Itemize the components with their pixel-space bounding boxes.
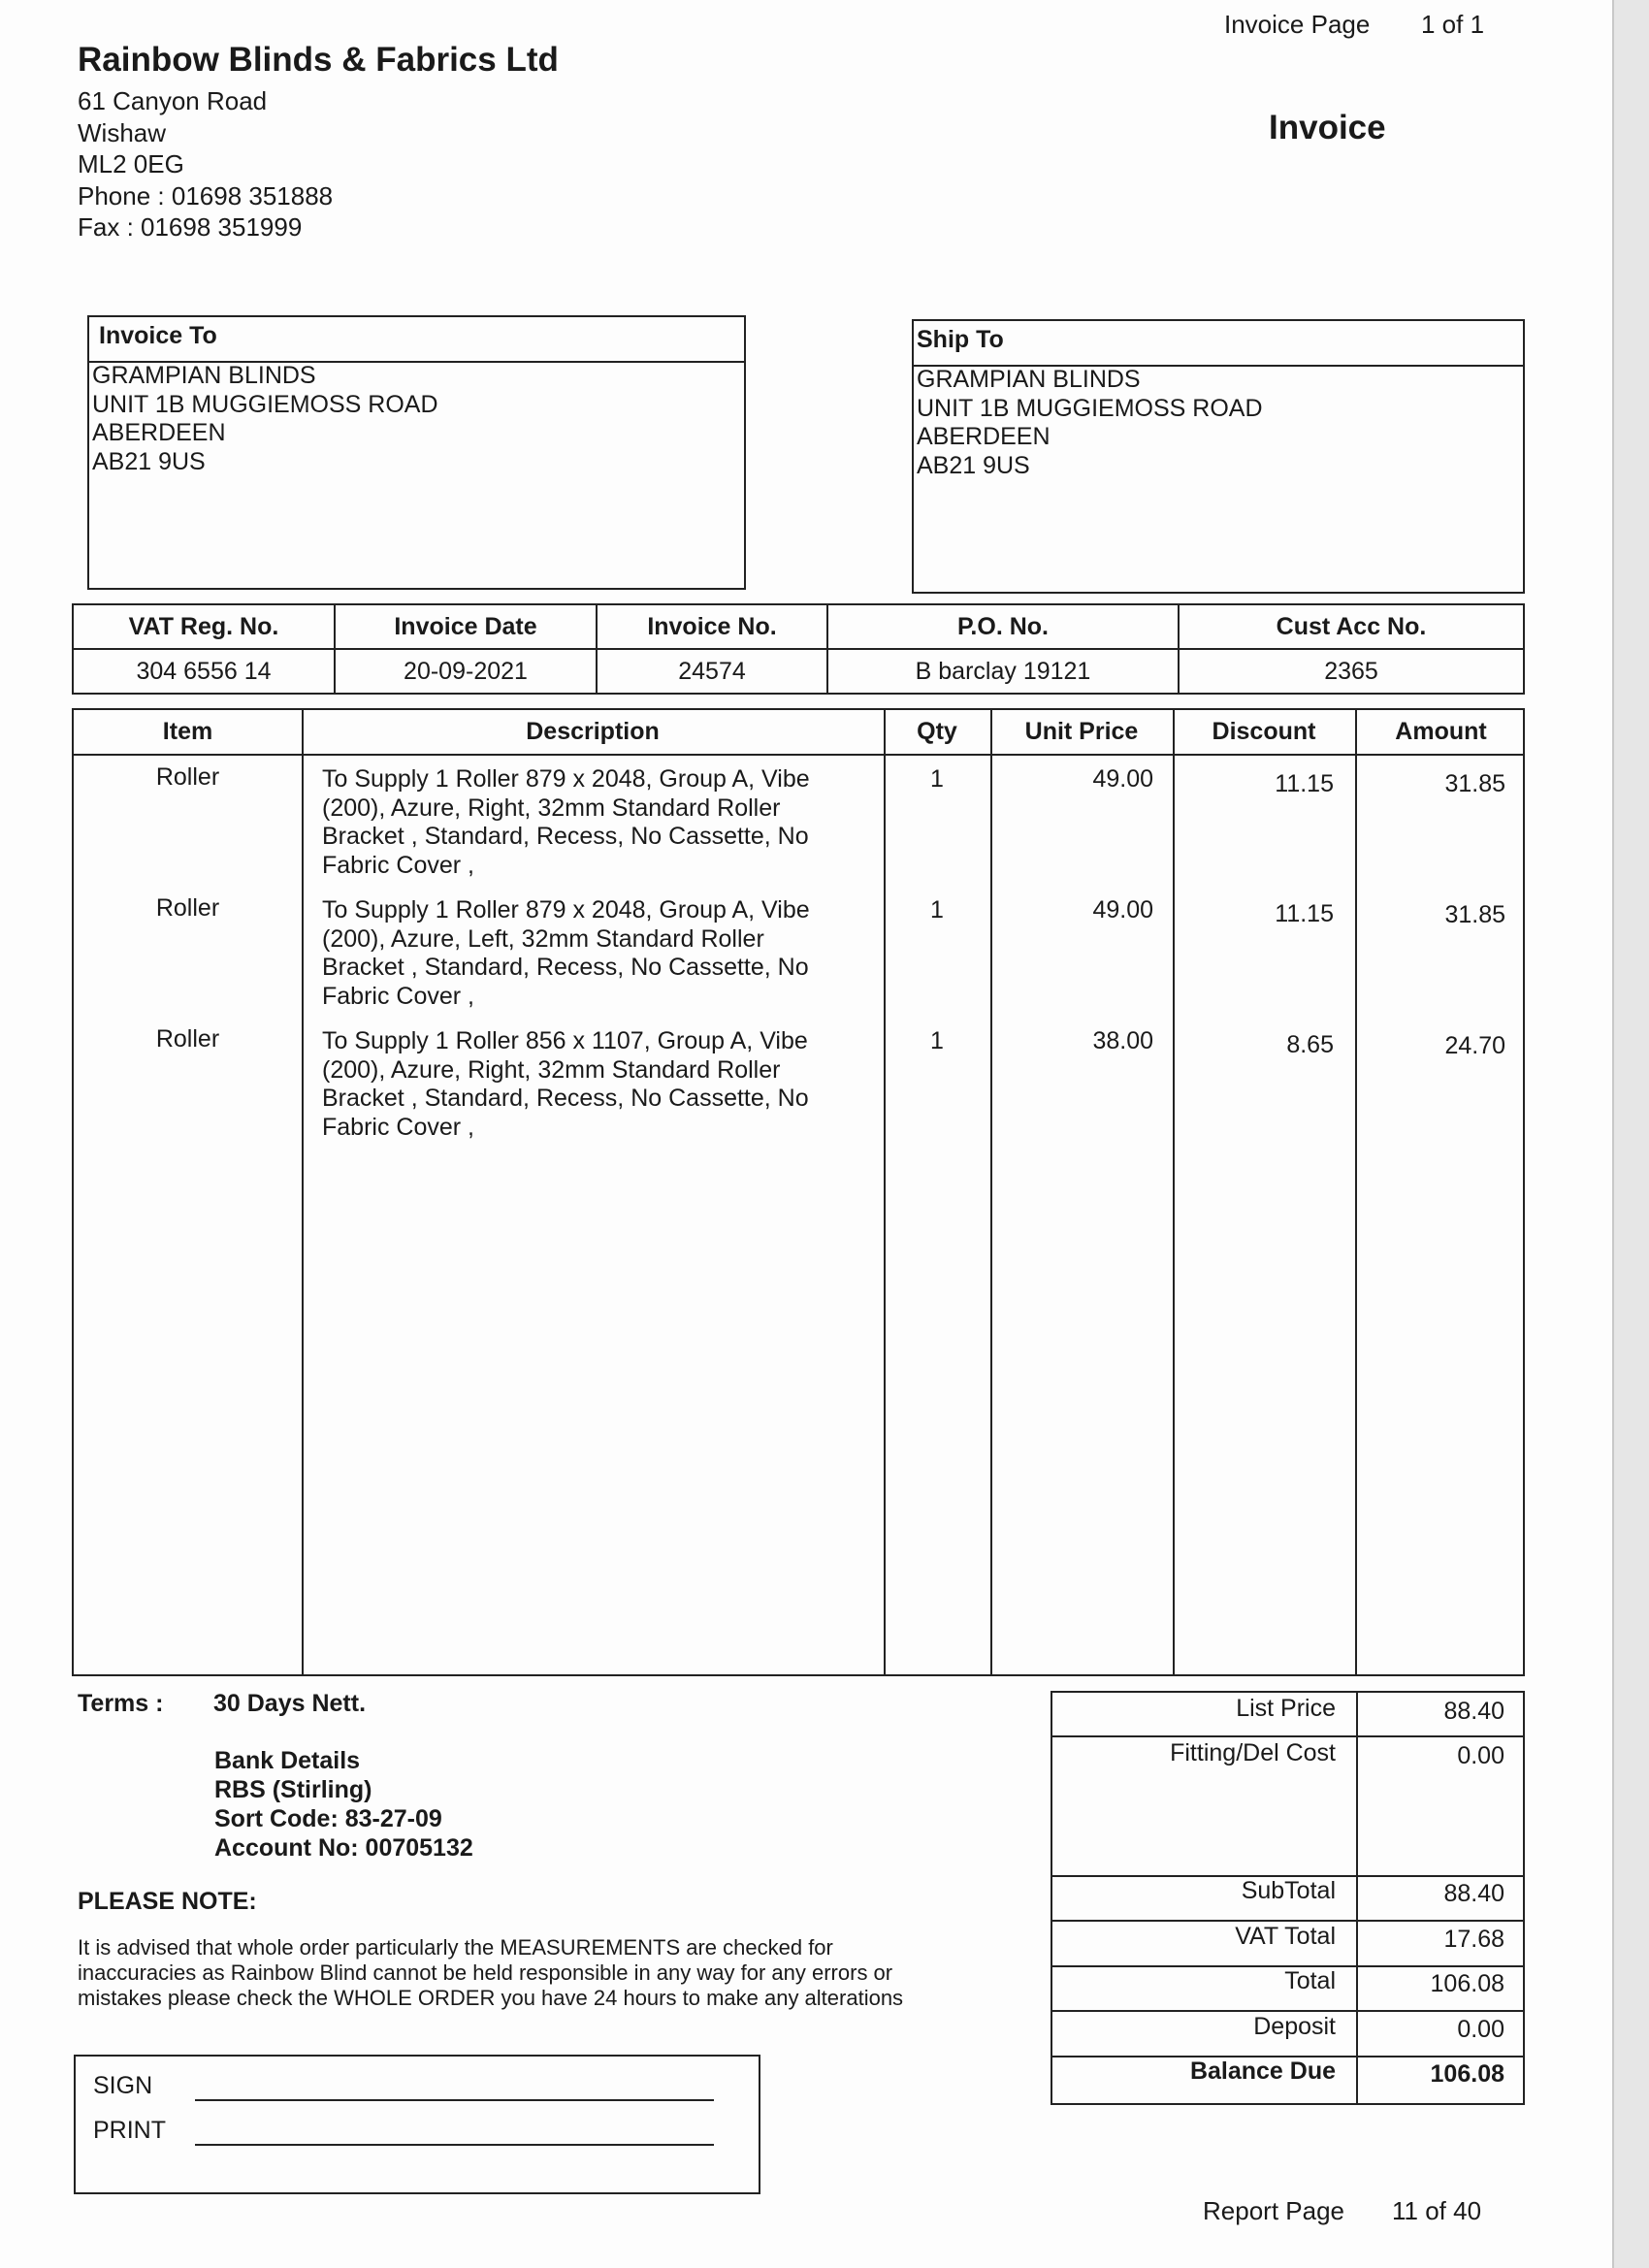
description-line: (200), Azure, Right, 32mm Standard Roller: [322, 1055, 781, 1084]
sign-line[interactable]: [195, 2099, 714, 2101]
table-row-discount: 8.65: [1286, 1031, 1334, 1058]
unit-price-header: Unit Price: [1024, 718, 1139, 745]
table-row-description: [322, 765, 810, 880]
report-page-value: 11 of 40: [1392, 2196, 1482, 2225]
subtotal-label: SubTotal: [1241, 1877, 1336, 1904]
ship-to-address: [917, 366, 1263, 480]
fax-line: Fax : 01698 351999: [78, 212, 303, 242]
table-row-amount: 31.85: [1444, 770, 1505, 797]
note-line: inaccuracies as Rainbow Blind cannot be held responsible in any way for any errors or: [78, 1960, 893, 1985]
address-line: AB21 9US: [92, 447, 206, 475]
bank-details: [214, 1746, 473, 1863]
address-line: UNIT 1B MUGGIEMOSS ROAD: [917, 394, 1263, 422]
address-line: ABERDEEN: [917, 423, 1051, 450]
table-row-qty: 1: [930, 765, 944, 793]
balance-due-value: 106.08: [1430, 2060, 1504, 2088]
po-no-value: B barclay 19121: [827, 649, 1179, 694]
description-line: Bracket , Standard, Recess, No Cassette, No: [322, 954, 809, 981]
please-note-heading: PLEASE NOTE:: [78, 1888, 257, 1915]
table-row-description: [322, 896, 810, 1011]
totals-row-line: [1052, 1735, 1523, 1737]
vat-total-value: 17.68: [1443, 1926, 1504, 1953]
address-line: 61 Canyon Road: [78, 86, 268, 115]
invoice-no-header: Invoice No.: [597, 604, 827, 649]
invoice-page-label: Invoice Page: [1224, 10, 1371, 39]
header-divider: [74, 754, 1523, 756]
address-line: Wishaw: [78, 117, 167, 147]
description-header: Description: [526, 718, 660, 745]
invoice-info-table: [72, 603, 1525, 695]
table-row-description: [322, 1027, 809, 1142]
fitting-cost-value: 0.00: [1457, 1742, 1504, 1769]
signature-box: [74, 2055, 760, 2194]
sort-code: Sort Code: 83-27-09: [214, 1805, 442, 1832]
description-line: Bracket , Standard, Recess, No Cassette, No: [322, 1085, 809, 1112]
company-name: Rainbow Blinds & Fabrics Ltd: [78, 41, 559, 79]
totals-row-line: [1052, 2010, 1523, 2012]
description-line: (200), Azure, Left, 32mm Standard Roller: [322, 924, 764, 953]
subtotal-value: 88.40: [1443, 1880, 1504, 1907]
note-line: It is advised that whole order particularly the MEASUREMENTS are checked for: [78, 1935, 833, 1960]
list-price-value: 88.40: [1443, 1698, 1504, 1725]
amount-header: Amount: [1395, 718, 1487, 745]
table-row-item: Roller: [155, 894, 220, 922]
bank-details-heading: Bank Details: [214, 1747, 361, 1774]
table-row-unit-price: 38.00: [1092, 1027, 1153, 1054]
table-row-unit-price: 49.00: [1092, 765, 1153, 793]
invoice-to-label: Invoice To: [99, 322, 217, 349]
print-line[interactable]: [195, 2144, 714, 2146]
invoice-to-box: [87, 315, 746, 590]
totals-row-line: [1052, 1920, 1523, 1922]
sign-label: SIGN: [93, 2072, 153, 2099]
total-value: 106.08: [1430, 1970, 1504, 1997]
list-price-label: List Price: [1236, 1695, 1336, 1722]
invoice-date-value: 20-09-2021: [335, 649, 597, 694]
account-no: Account No: 00705132: [214, 1834, 473, 1862]
invoice-page-value: 1 of 1: [1421, 10, 1485, 39]
totals-box: [1051, 1691, 1525, 2105]
table-row-unit-price: 49.00: [1092, 896, 1153, 923]
invoice-date-header: Invoice Date: [335, 604, 597, 649]
report-page-label: Report Page: [1203, 2196, 1344, 2225]
description-line: Bracket , Standard, Recess, No Cassette, No: [322, 823, 809, 850]
po-no-header: P.O. No.: [827, 604, 1179, 649]
table-row-amount: 31.85: [1444, 901, 1505, 928]
address-line: GRAMPIAN BLINDS: [917, 366, 1141, 393]
company-address: [78, 85, 333, 243]
address-line: ML2 0EG: [78, 149, 184, 178]
deposit-value: 0.00: [1457, 2016, 1504, 2043]
address-line: ABERDEEN: [92, 419, 226, 446]
column-divider: [302, 710, 304, 1674]
phone-line: Phone : 01698 351888: [78, 180, 334, 211]
ship-to-box: [912, 319, 1525, 594]
balance-due-label: Balance Due: [1189, 2057, 1336, 2085]
discount-header: Discount: [1212, 718, 1316, 745]
terms-value: 30 Days Nett.: [213, 1690, 367, 1717]
note-line: mistakes please check the WHOLE ORDER you have 24 hours to make any alterations: [78, 1986, 904, 2010]
description-line: (200), Azure, Right, 32mm Standard Roller: [322, 794, 781, 822]
address-line: GRAMPIAN BLINDS: [92, 362, 316, 389]
item-header: Item: [162, 718, 213, 745]
invoice-no-value: 24574: [597, 649, 827, 694]
table-row-item: Roller: [155, 763, 220, 791]
address-line: UNIT 1B MUGGIEMOSS ROAD: [92, 390, 438, 418]
table-row-item: Roller: [155, 1025, 220, 1053]
table-row-qty: 1: [930, 896, 944, 923]
address-line: AB21 9US: [917, 451, 1030, 479]
column-divider: [1173, 710, 1175, 1674]
ship-to-label: Ship To: [917, 326, 1004, 353]
items-table: [72, 708, 1525, 1676]
vat-reg-value: 304 6556 14: [73, 649, 335, 694]
description-line: To Supply 1 Roller 879 x 2048, Group A, Vibe: [322, 896, 810, 923]
table-row-qty: 1: [930, 1027, 944, 1054]
description-line: Fabric Cover ,: [322, 982, 474, 1010]
vat-total-label: VAT Total: [1235, 1923, 1336, 1950]
column-divider: [1355, 710, 1357, 1674]
bank-name: RBS (Stirling): [214, 1776, 372, 1803]
total-label: Total: [1284, 1967, 1336, 1994]
invoice-to-address: [92, 362, 438, 476]
column-divider: [990, 710, 992, 1674]
deposit-label: Deposit: [1253, 2013, 1336, 2040]
vat-reg-header: VAT Reg. No.: [73, 604, 335, 649]
fitting-cost-label: Fitting/Del Cost: [1170, 1739, 1336, 1766]
print-label: PRINT: [93, 2117, 166, 2144]
cust-acc-header: Cust Acc No.: [1179, 604, 1524, 649]
table-row-discount: 11.15: [1275, 900, 1334, 927]
description-line: Fabric Cover ,: [322, 851, 474, 879]
scan-edge: [1612, 0, 1649, 2268]
description-line: Fabric Cover ,: [322, 1113, 474, 1141]
column-divider: [884, 710, 886, 1674]
qty-header: Qty: [917, 718, 957, 745]
description-line: To Supply 1 Roller 856 x 1107, Group A, Vibe: [322, 1027, 808, 1054]
please-note-text: [78, 1935, 903, 2011]
description-line: To Supply 1 Roller 879 x 2048, Group A, Vibe: [322, 765, 810, 793]
table-row-amount: 24.70: [1444, 1032, 1505, 1059]
terms-label: Terms :: [78, 1690, 164, 1717]
cust-acc-value: 2365: [1179, 649, 1524, 694]
doc-title: Invoice: [1269, 109, 1386, 146]
table-row-discount: 11.15: [1275, 770, 1334, 797]
